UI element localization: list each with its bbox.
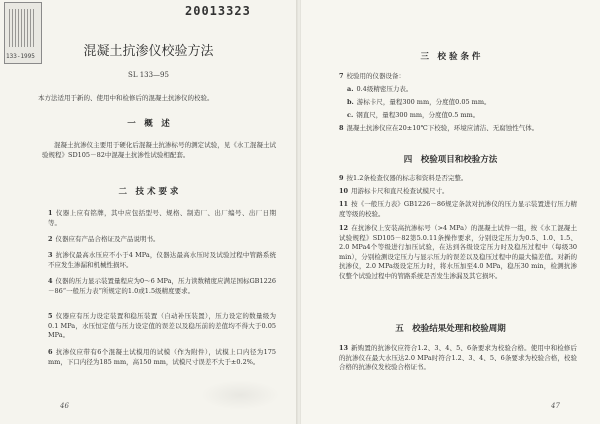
list-item: 7 校验用的仪器设备： xyxy=(339,72,406,80)
list-item: b. 游标卡尺，量程300 mm，分度值0.05 mm。 xyxy=(347,98,491,106)
document-title: 混凝土抗渗仪校验方法 xyxy=(83,44,214,59)
list-item: 1 仪器上应有铭牌，其中应包括型号、规格、制造厂、出厂编号、出厂日期等。 xyxy=(48,209,276,227)
list-item: 10 用游标卡尺和直尺检查试模尺寸。 xyxy=(339,187,449,195)
section1-paragraph xyxy=(42,141,276,160)
list-item: a. 0.4级精密压力表。 xyxy=(347,85,413,93)
section1-text: 混凝土抗渗仪主要用于硬化后混凝土抗渗标号的测定试验，见《水工混凝土试验规程》SD105－82中混凝土抗渗性试验相配套。 xyxy=(42,141,276,159)
list-item: 6 抗渗仪应带有6个混凝土试模用的试模（作为附件），试模上口内径为175 mm，下口内径为185 mm，高150 mm，试模尺寸误差不大于±0.2%。 xyxy=(48,348,276,366)
list-item: 3 抗渗仪最高水压应不小于4 MPa，仪器达最高水压时及试验过程中管路系统不应发生渗漏和机械性损坏。 xyxy=(48,251,276,269)
left-page xyxy=(0,0,297,424)
section4-heading: 四 校验项目和校验方法 xyxy=(403,155,498,165)
document-number: 20013323 xyxy=(185,4,251,18)
paper-smudge xyxy=(200,380,280,410)
list-item: 12 在抗渗仪上安装高抗渗标号（>4 MPa）的混凝土试件一组，按《水工混凝土试验规程》SD105－82第5.0.11条操作要求，分别设定压力为0.5、1.0、1.5、2.0 MPa4个等级进行加压试验，在达到各级设定压力时及稳压过程中（每级30 min），分别检测设定压力与显示压力的误差以及稳压过程中的最大偏差值。对新的抗渗仪，2.0 MPa级设定压力时，将水压加至4.0 MPa，稳压30 min，检测抗渗仪整个试验过程中的管路系统是否发生渗漏及其它损坏。 xyxy=(339,224,577,280)
intro-text: 本方法适用于新的、使用中和检修后的混凝土抗渗仪的校验。 xyxy=(38,94,214,102)
stamp-code: 133-1995 xyxy=(6,53,35,60)
list-item: 11 按《一般压力表》GB1226－86规定条款对抗渗仪的压力显示装置进行压力精度等级的校验。 xyxy=(339,200,577,218)
standard-code: SL 133—95 xyxy=(128,71,169,79)
list-item: 13 新购置的抗渗仪应符合1.2、3、4、5、6条要求为校验合格。使用中和检修后的抗渗仪在最大水压达2.0 MPa时符合1.2、3、4、5、6条要求为校验合格，校验合格的抗渗仪发校验合格证书。 xyxy=(339,344,577,372)
list-item: 5 仪器应有压力设定装置和稳压装置（自动补压装置），压力设定的数量级为0.1 MPa，水压恒定值与压力设定值的误差以及稳压前的差值均不得大于0.05 MPa。 xyxy=(48,312,276,340)
page-number-right: 47 xyxy=(551,402,560,410)
list-item: 4 仪器的压力显示装置量程应为0～6 MPa，压力读数精度应满足国标GB1226－86“一般压力表”所规定的1.0或1.5级精度要求。 xyxy=(48,277,276,295)
section1-heading: 一 概 述 xyxy=(127,119,170,129)
section2-heading: 二 技 术 要 求 xyxy=(118,187,179,197)
section5-heading: 五 校验结果处理和校验周期 xyxy=(395,324,506,334)
right-page xyxy=(301,0,600,424)
list-item: 8 混凝土抗渗仪应在20±10℃下校验，环境应清洁、无腐蚀性气体。 xyxy=(339,124,539,132)
intro-paragraph xyxy=(38,94,278,104)
list-item: 2 仪器应有产品合格证及产品说明书。 xyxy=(48,235,160,243)
list-item: c. 钢直尺，量程300 mm，分度值0.5 mm。 xyxy=(347,111,480,119)
list-item: 9 按1.2条检查仪器的标志和资料是否完整。 xyxy=(339,174,468,182)
page-number-left: 46 xyxy=(60,402,69,410)
section3-heading: 三 校 验 条 件 xyxy=(420,52,481,62)
